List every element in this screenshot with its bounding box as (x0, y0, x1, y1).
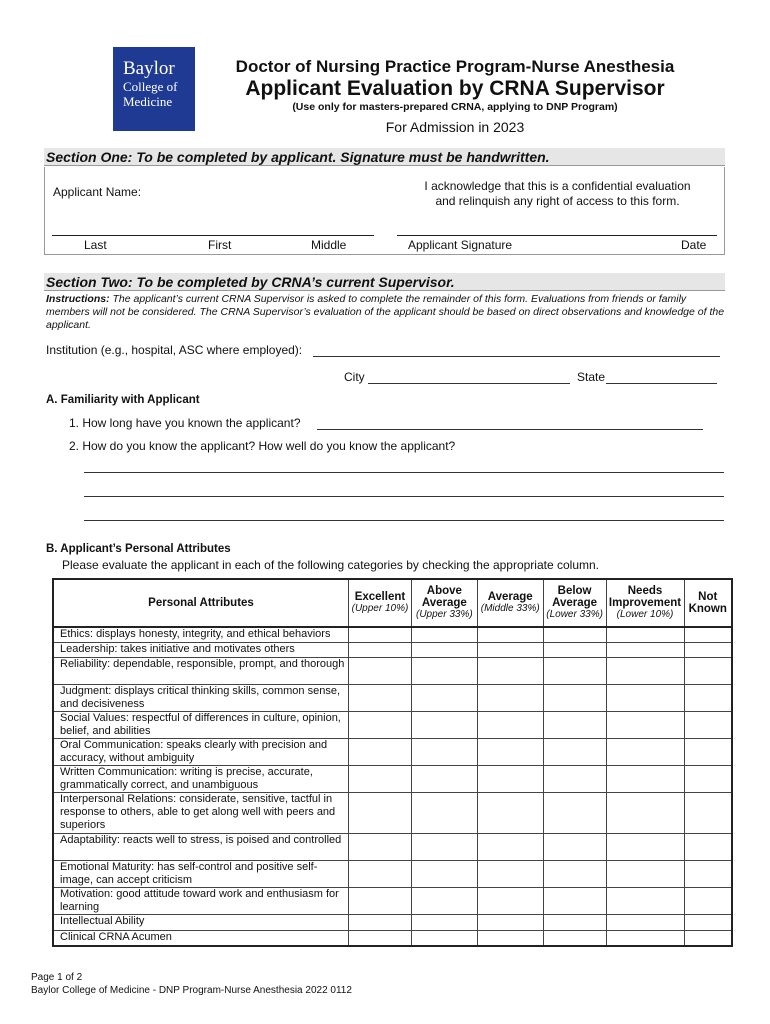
question-2-field-line1[interactable] (84, 472, 724, 473)
rating-cell-above-average[interactable] (411, 930, 477, 946)
instructions-text: The applicant’s current CRNA Supervisor is asked to complete the remainder of this form. Evaluations from friends or family members will not be considered. The CRNA Supervisor’s evaluation of the applicant should be based on direct observations and knowledge of the applicant. (46, 293, 725, 331)
rating-cell-average[interactable] (477, 627, 543, 642)
rating-cell-not-known[interactable] (684, 833, 732, 860)
rating-cell-below-average[interactable] (543, 765, 606, 792)
rating-cell-below-average[interactable] (543, 642, 606, 657)
rating-cell-average[interactable] (477, 860, 543, 887)
question-2-field-line2[interactable] (84, 496, 724, 497)
acknowledgement-line2: and relinquish any right of access to this form. (435, 194, 680, 208)
rating-cell-above-average[interactable] (411, 887, 477, 914)
table-row (53, 738, 732, 765)
institution-field[interactable] (313, 356, 720, 357)
table-row (53, 860, 732, 887)
rating-cell-not-known[interactable] (684, 657, 732, 684)
table-row (53, 684, 732, 711)
attribute-label: Reliability: dependable, responsible, prompt, and thorough (53, 657, 349, 684)
rating-cell-needs-improvement[interactable] (606, 860, 684, 887)
rating-cell-not-known[interactable] (684, 642, 732, 657)
rating-cell-average[interactable] (477, 930, 543, 946)
table-row (53, 765, 732, 792)
applicant-name-label: Applicant Name: (53, 185, 142, 199)
institution-label: Institution (e.g., hospital, ASC where employed): (46, 343, 303, 357)
rating-cell-average[interactable] (477, 914, 543, 930)
rating-cell-excellent[interactable] (349, 627, 412, 642)
rating-cell-not-known[interactable] (684, 684, 732, 711)
rating-cell-below-average[interactable] (543, 711, 606, 738)
rating-cell-above-average[interactable] (411, 657, 477, 684)
city-label: City (344, 370, 365, 384)
admission-year: For Admission in 2023 (385, 119, 525, 135)
acknowledgement-line1: I acknowledge that this is a confidential evaluation (424, 179, 691, 193)
rating-cell-below-average[interactable] (543, 860, 606, 887)
rating-cell-not-known[interactable] (684, 860, 732, 887)
rating-cell-excellent[interactable] (349, 860, 412, 887)
first-name-label: First (208, 238, 232, 252)
rating-cell-not-known[interactable] (684, 765, 732, 792)
col-header-above-average: Above Average (Upper 33%) (411, 579, 477, 627)
rating-cell-above-average[interactable] (411, 642, 477, 657)
rating-cell-average[interactable] (477, 684, 543, 711)
attribute-label: Leadership: takes initiative and motivates others (53, 642, 349, 657)
part-b-heading: B. Applicant’s Personal Attributes (46, 543, 231, 555)
rating-cell-not-known[interactable] (684, 930, 732, 946)
rating-cell-needs-improvement[interactable] (606, 887, 684, 914)
col-header-needs-improvement: Needs Improvement (Lower 10%) (606, 579, 684, 627)
part-b-instructions: Please evaluate the applicant in each of the following categories by checking the appropriate column. (62, 558, 600, 572)
rating-cell-above-average[interactable] (411, 765, 477, 792)
rating-cell-not-known[interactable] (684, 627, 732, 642)
table-row (53, 914, 732, 930)
rating-cell-needs-improvement[interactable] (606, 930, 684, 946)
rating-cell-excellent[interactable] (349, 887, 412, 914)
rating-cell-above-average[interactable] (411, 627, 477, 642)
logo-text-line3: Medicine (123, 94, 173, 109)
rating-cell-average[interactable] (477, 792, 543, 833)
signature-field[interactable] (397, 235, 717, 236)
part-a-heading: A. Familiarity with Applicant (46, 394, 200, 406)
instructions (46, 293, 730, 332)
rating-cell-below-average[interactable] (543, 684, 606, 711)
attribute-label: Oral Communication: speaks clearly with precision and accuracy, without ambiguity (53, 738, 349, 765)
state-label: State (577, 370, 606, 384)
rating-cell-needs-improvement[interactable] (606, 657, 684, 684)
rating-cell-excellent[interactable] (349, 930, 412, 946)
attribute-label: Judgment: displays critical thinking skills, common sense, and decisiveness (53, 684, 349, 711)
attribute-label: Interpersonal Relations: considerate, sensitive, tactful in response to others, able to get along well with peers and superiors (53, 792, 349, 833)
rating-cell-needs-improvement[interactable] (606, 765, 684, 792)
table-header-row (53, 579, 732, 627)
rating-cell-needs-improvement[interactable] (606, 833, 684, 860)
rating-cell-average[interactable] (477, 887, 543, 914)
rating-cell-above-average[interactable] (411, 738, 477, 765)
rating-cell-above-average[interactable] (411, 914, 477, 930)
table-row (53, 657, 732, 684)
footer-text: Baylor College of Medicine - DNP Program-Nurse Anesthesia 2022 0112 (31, 985, 352, 996)
table-row (53, 887, 732, 914)
rating-cell-needs-improvement[interactable] (606, 792, 684, 833)
rating-cell-excellent[interactable] (349, 684, 412, 711)
rating-cell-excellent[interactable] (349, 792, 412, 833)
rating-cell-below-average[interactable] (543, 738, 606, 765)
attribute-label: Clinical CRNA Acumen (53, 930, 349, 946)
rating-cell-above-average[interactable] (411, 833, 477, 860)
rating-cell-not-known[interactable] (684, 711, 732, 738)
table-row (53, 792, 732, 833)
last-name-label: Last (84, 238, 107, 252)
logo-text-line1: Baylor (123, 58, 175, 79)
table-row (53, 833, 732, 860)
attribute-label: Emotional Maturity: has self-control and positive self-image, can accept criticism (53, 860, 349, 887)
rating-cell-average[interactable] (477, 711, 543, 738)
rating-cell-above-average[interactable] (411, 684, 477, 711)
rating-cell-average[interactable] (477, 765, 543, 792)
rating-cell-needs-improvement[interactable] (606, 642, 684, 657)
rating-cell-not-known[interactable] (684, 738, 732, 765)
rating-cell-excellent[interactable] (349, 833, 412, 860)
logo-text-line2: College of (123, 79, 178, 94)
rating-cell-above-average[interactable] (411, 860, 477, 887)
question-2: 2. How do you know the applicant? How well do you know the applicant? (69, 439, 456, 453)
city-field[interactable] (368, 383, 570, 384)
question-1: 1. How long have you known the applicant? (69, 416, 301, 430)
rating-cell-above-average[interactable] (411, 792, 477, 833)
program-title: Doctor of Nursing Practice Program-Nurse Anesthesia (235, 57, 675, 76)
section-one-heading: Section One: To be completed by applicant. Signature must be handwritten. (44, 148, 725, 166)
rating-cell-not-known[interactable] (684, 914, 732, 930)
rating-cell-not-known[interactable] (684, 887, 732, 914)
rating-cell-excellent[interactable] (349, 738, 412, 765)
rating-cell-needs-improvement[interactable] (606, 684, 684, 711)
rating-cell-needs-improvement[interactable] (606, 914, 684, 930)
col-header-excellent: Excellent (Upper 10%) (349, 579, 412, 627)
table-row (53, 711, 732, 738)
rating-cell-excellent[interactable] (349, 657, 412, 684)
signature-label: Applicant Signature (408, 238, 513, 252)
date-label: Date (681, 238, 707, 252)
instructions-label: Instructions: (46, 293, 110, 305)
question-1-field[interactable] (317, 429, 703, 430)
attribute-label: Social Values: respectful of differences in culture, opinion, belief, and abilities (53, 711, 349, 738)
rating-cell-below-average[interactable] (543, 627, 606, 642)
rating-cell-needs-improvement[interactable] (606, 738, 684, 765)
rating-cell-not-known[interactable] (684, 792, 732, 833)
rating-cell-below-average[interactable] (543, 792, 606, 833)
section-two-heading: Section Two: To be completed by CRNA’s current Supervisor. (44, 273, 725, 291)
applicant-name-field[interactable] (52, 235, 374, 236)
rating-cell-average[interactable] (477, 642, 543, 657)
rating-cell-excellent[interactable] (349, 642, 412, 657)
usage-note: (Use only for masters-prepared CRNA, applying to DNP Program) (292, 101, 618, 113)
table-row (53, 627, 732, 642)
rating-cell-above-average[interactable] (411, 711, 477, 738)
attribute-label: Intellectual Ability (53, 914, 349, 930)
rating-cell-excellent[interactable] (349, 914, 412, 930)
middle-name-label: Middle (311, 238, 347, 252)
rating-cell-below-average[interactable] (543, 887, 606, 914)
rating-cell-average[interactable] (477, 833, 543, 860)
rating-cell-below-average[interactable] (543, 657, 606, 684)
rating-cell-needs-improvement[interactable] (606, 627, 684, 642)
rating-cell-below-average[interactable] (543, 914, 606, 930)
col-header-below-average: Below Average (Lower 33%) (543, 579, 606, 627)
rating-cell-excellent[interactable] (349, 711, 412, 738)
page-number: Page 1 of 2 (31, 972, 83, 983)
rating-cell-needs-improvement[interactable] (606, 711, 684, 738)
attribute-label: Adaptability: reacts well to stress, is poised and controlled (53, 833, 349, 860)
table-row (53, 642, 732, 657)
rating-cell-below-average[interactable] (543, 833, 606, 860)
attribute-label: Written Communication: writing is precise, accurate, grammatically correct, and unambiguous (53, 765, 349, 792)
attribute-label: Ethics: displays honesty, integrity, and ethical behaviors (53, 627, 349, 642)
rating-cell-below-average[interactable] (543, 930, 606, 946)
form-title: Applicant Evaluation by CRNA Supervisor (245, 77, 665, 100)
attributes-table (52, 578, 733, 947)
question-2-field-line3[interactable] (84, 520, 724, 521)
rating-cell-excellent[interactable] (349, 765, 412, 792)
table-row (53, 930, 732, 946)
attr-header: Personal Attributes (53, 579, 349, 627)
col-header-average: Average (Middle 33%) (477, 579, 543, 627)
rating-cell-average[interactable] (477, 738, 543, 765)
col-header-not-known: Not Known (684, 579, 732, 627)
attribute-label: Motivation: good attitude toward work and enthusiasm for learning (53, 887, 349, 914)
rating-cell-average[interactable] (477, 657, 543, 684)
state-field[interactable] (606, 383, 717, 384)
